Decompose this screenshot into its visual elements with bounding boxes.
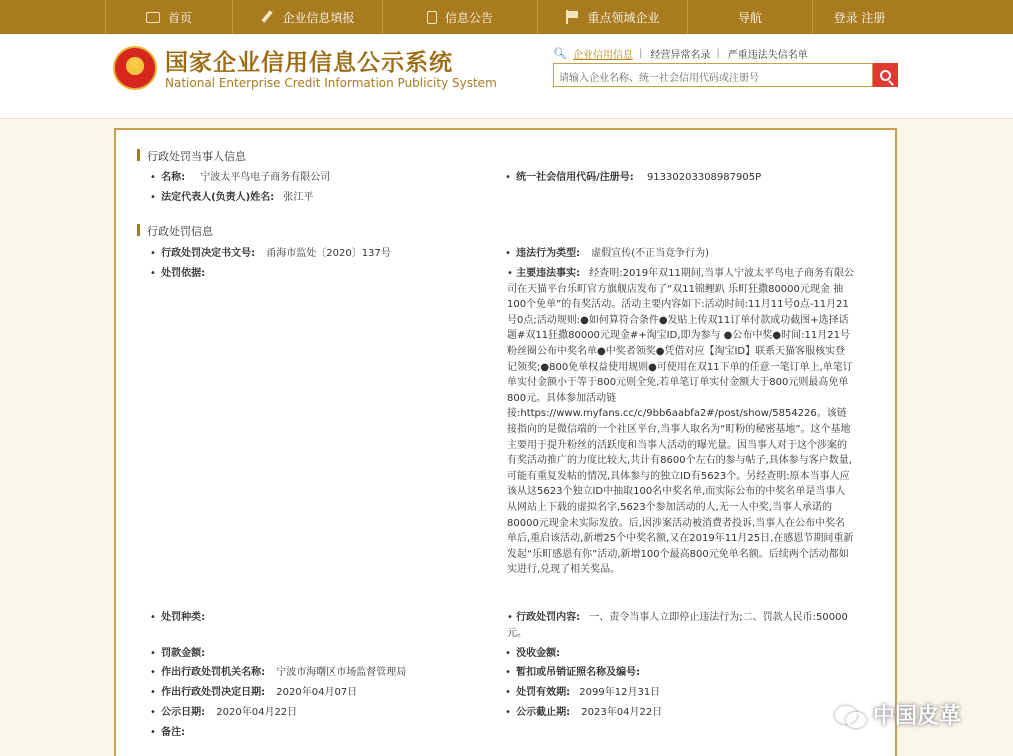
confiscate-label: 没收金额: — [516, 648, 561, 659]
nav-navigation[interactable] — [688, 0, 813, 34]
monitor-icon — [146, 12, 160, 23]
bullet: • — [505, 667, 511, 678]
fine-row — [150, 647, 205, 661]
link-credit-info[interactable]: 企业信用信息 — [572, 50, 633, 61]
bullet: • — [507, 268, 517, 279]
bullet: • — [505, 172, 511, 183]
party-rep-label: 法定代表人(负责人)姓名: — [161, 192, 275, 203]
nav-navigation-label: 导航 — [737, 10, 762, 25]
site-title: 国家企业信用信息公示系统 — [165, 49, 453, 76]
authority-value: 宁波市海曙区市场监督管理局 — [276, 667, 407, 678]
party-code-row — [505, 171, 761, 185]
bullet: • — [507, 612, 517, 623]
doc-no-value: 甬海市监处〔2020〕137号 — [266, 248, 391, 259]
violation-type-label: 违法行为类型: — [516, 248, 581, 259]
validity-value: 2099年12月31日 — [579, 687, 661, 698]
bullet: • — [150, 727, 156, 738]
penalty-type-label: 处罚种类: — [161, 612, 206, 623]
remark-row — [150, 726, 185, 740]
publish-date-value: 2020年04月22日 — [216, 707, 298, 718]
nav-enterprise-report[interactable] — [233, 0, 383, 34]
bullet: • — [150, 667, 156, 678]
nav-announcement-label: 信息公告 — [444, 10, 493, 25]
fine-label: 罚款金额: — [161, 648, 206, 659]
site-subtitle: National Enterprise Credit Information Publicity System — [165, 76, 497, 90]
divider: | — [638, 48, 643, 59]
national-emblem-icon — [113, 46, 157, 90]
publish-end-row — [505, 706, 662, 720]
publish-end-value: 2023年04月22日 — [581, 707, 663, 718]
main-facts-value: 经查明:2019年双11期间,当事人宁波太平鸟电子商务有限公司在天猫平台乐町官方旗舰店发布了“双11锦鲤趴 乐町狂撒80000元现金 抽100个免单”的有奖活动。活动主要内容如下:活动时间:11月11号0点-11月21号0点;活动规则:●如何算符合条件●发贴上传双11订单付款成功截图+选择话题#双11狂撒80000元现金#+淘宝ID,即为参与 ●公布中奖●时间:11月21号粉丝圈公布中奖名单●中奖者领奖●凭借对应【淘宝ID】联系天猫客服核实登记领奖;●800免单权益使用规则●可使用在双11下单的任意一笔订单上,单笔订单实付金额小于等于800元则全免,若单笔订单实付金额大于800元则最高免单800元。具体参加活动链接:https://www.myfans.cc/c/9bb6aabfa2#/post/show/5854226。该链接指向的是微信端的一个社区平台,当事人取名为“町粉的秘密基地”。这个基地主要用于提升粉丝的活跃度和当事人活动的曝光量。因当事人对于这个涉案的有奖活动推广的力度比较大,共计有8600个左右的参与帖子,具体参与客户数量,可能有重复发帖的情况,具体参与的独立ID有5623个。另经查明:原本当事人应该从这5623个独立ID中抽取100名中奖名单,而实际公布的中奖名单是当事人从网站上下载的虚拟名字,5623个参加活动的人,无一人中奖,当事人承诺的80000元现金未实际发放。后,因涉案活动被消费者投诉,当事人在公布中奖名单后,重启该活动,新增25个中奖名额,又在2019年11月25日,在感恩节期间重新发起“乐町感恩有你”活动,新增100个最高800元免单名额。后续两个活动都如实进行,兑现了相关奖品。 — [507, 268, 854, 576]
party-rep-row — [150, 191, 313, 205]
party-code-value: 91330203308987905P — [646, 172, 762, 183]
search-input[interactable]: 请输入企业名称、统一社会信用代码或注册号 — [553, 63, 873, 87]
publish-date-row — [150, 706, 297, 720]
validity-label: 处罚有效期: — [516, 687, 571, 698]
decision-date-value: 2020年04月07日 — [276, 687, 358, 698]
confiscate-row — [505, 647, 560, 661]
section-penalty-title: 行政处罚信息 — [137, 223, 213, 239]
bullet: • — [150, 172, 156, 183]
flag-icon — [565, 10, 579, 24]
main-facts — [507, 266, 855, 578]
license-row — [505, 666, 640, 680]
bullet: • — [150, 687, 156, 698]
top-nav — [0, 0, 1013, 34]
penalty-content-value: 一、责令当事人立即停止违法行为;二、罚款人民币:50000元。 — [507, 612, 848, 639]
search-icon: 🔍︎ — [553, 47, 567, 60]
party-name-value: 宁波太平鸟电子商务有限公司 — [200, 172, 331, 183]
main-facts-label: 主要违法事实: — [516, 268, 581, 279]
license-label: 暂扣或吊销证照名称及编号: — [516, 667, 641, 678]
violation-type-row — [505, 247, 709, 261]
bullet: • — [150, 707, 156, 718]
bullet: • — [150, 648, 156, 659]
watermark — [835, 699, 961, 730]
search-button[interactable] — [873, 63, 898, 87]
bullet: • — [505, 648, 511, 659]
party-rep-value: 张江平 — [283, 192, 314, 203]
pen-icon — [260, 10, 274, 24]
divider: | — [716, 48, 720, 59]
party-name-label: 名称: — [161, 172, 186, 183]
bullet: • — [505, 248, 511, 259]
section-party-title: 行政处罚当事人信息 — [137, 148, 246, 164]
decision-date-row — [150, 686, 357, 700]
doc-no-label: 行政处罚决定书文号: — [161, 248, 256, 259]
watermark-text: 中国皮革 — [873, 704, 962, 729]
nav-key-industries-label: 重点领域企业 — [587, 10, 660, 25]
nav-enterprise-report-label: 企业信息填报 — [282, 10, 355, 25]
document-icon — [427, 11, 437, 24]
nav-announcement[interactable] — [383, 0, 538, 34]
nav-key-industries[interactable] — [538, 0, 688, 34]
authority-label: 作出行政处罚机关名称: — [161, 667, 266, 678]
bullet: • — [505, 687, 511, 698]
decision-date-label: 作出行政处罚决定日期: — [161, 687, 266, 698]
publish-end-label: 公示截止期: — [516, 707, 571, 718]
basis-label: 处罚依据: — [161, 268, 206, 279]
publish-date-label: 公示日期: — [161, 707, 206, 718]
party-code-label: 统一社会信用代码/注册号: — [516, 172, 634, 183]
bullet: • — [150, 612, 156, 623]
violation-type-value: 虚假宣传(不正当竞争行为) — [591, 248, 710, 259]
site-header — [0, 34, 1013, 119]
authority-row — [150, 666, 406, 680]
doc-no-row — [150, 247, 391, 261]
wechat-icon — [835, 704, 865, 726]
nav-home[interactable] — [105, 0, 233, 34]
nav-login-register-label: 登录 注册 — [833, 10, 886, 25]
party-name-row — [150, 171, 330, 185]
penalty-content — [507, 610, 855, 641]
remark-label: 备注: — [161, 727, 186, 738]
nav-home-label: 首页 — [167, 10, 192, 25]
penalty-type-row — [150, 611, 205, 625]
bullet: • — [505, 707, 511, 718]
penalty-content-label: 行政处罚内容: — [516, 612, 581, 623]
bullet: • — [150, 248, 156, 259]
validity-row — [505, 686, 660, 700]
link-abnormal-list[interactable]: 经营异常名录 — [650, 50, 711, 61]
link-serious-violation-list[interactable]: 严重违法失信名单 — [727, 50, 808, 61]
header-links — [553, 46, 814, 61]
nav-login-register[interactable] — [813, 0, 906, 34]
magnifier-icon — [880, 70, 891, 81]
bullet: • — [150, 192, 156, 203]
bullet: • — [150, 268, 156, 279]
basis-row — [150, 267, 205, 281]
